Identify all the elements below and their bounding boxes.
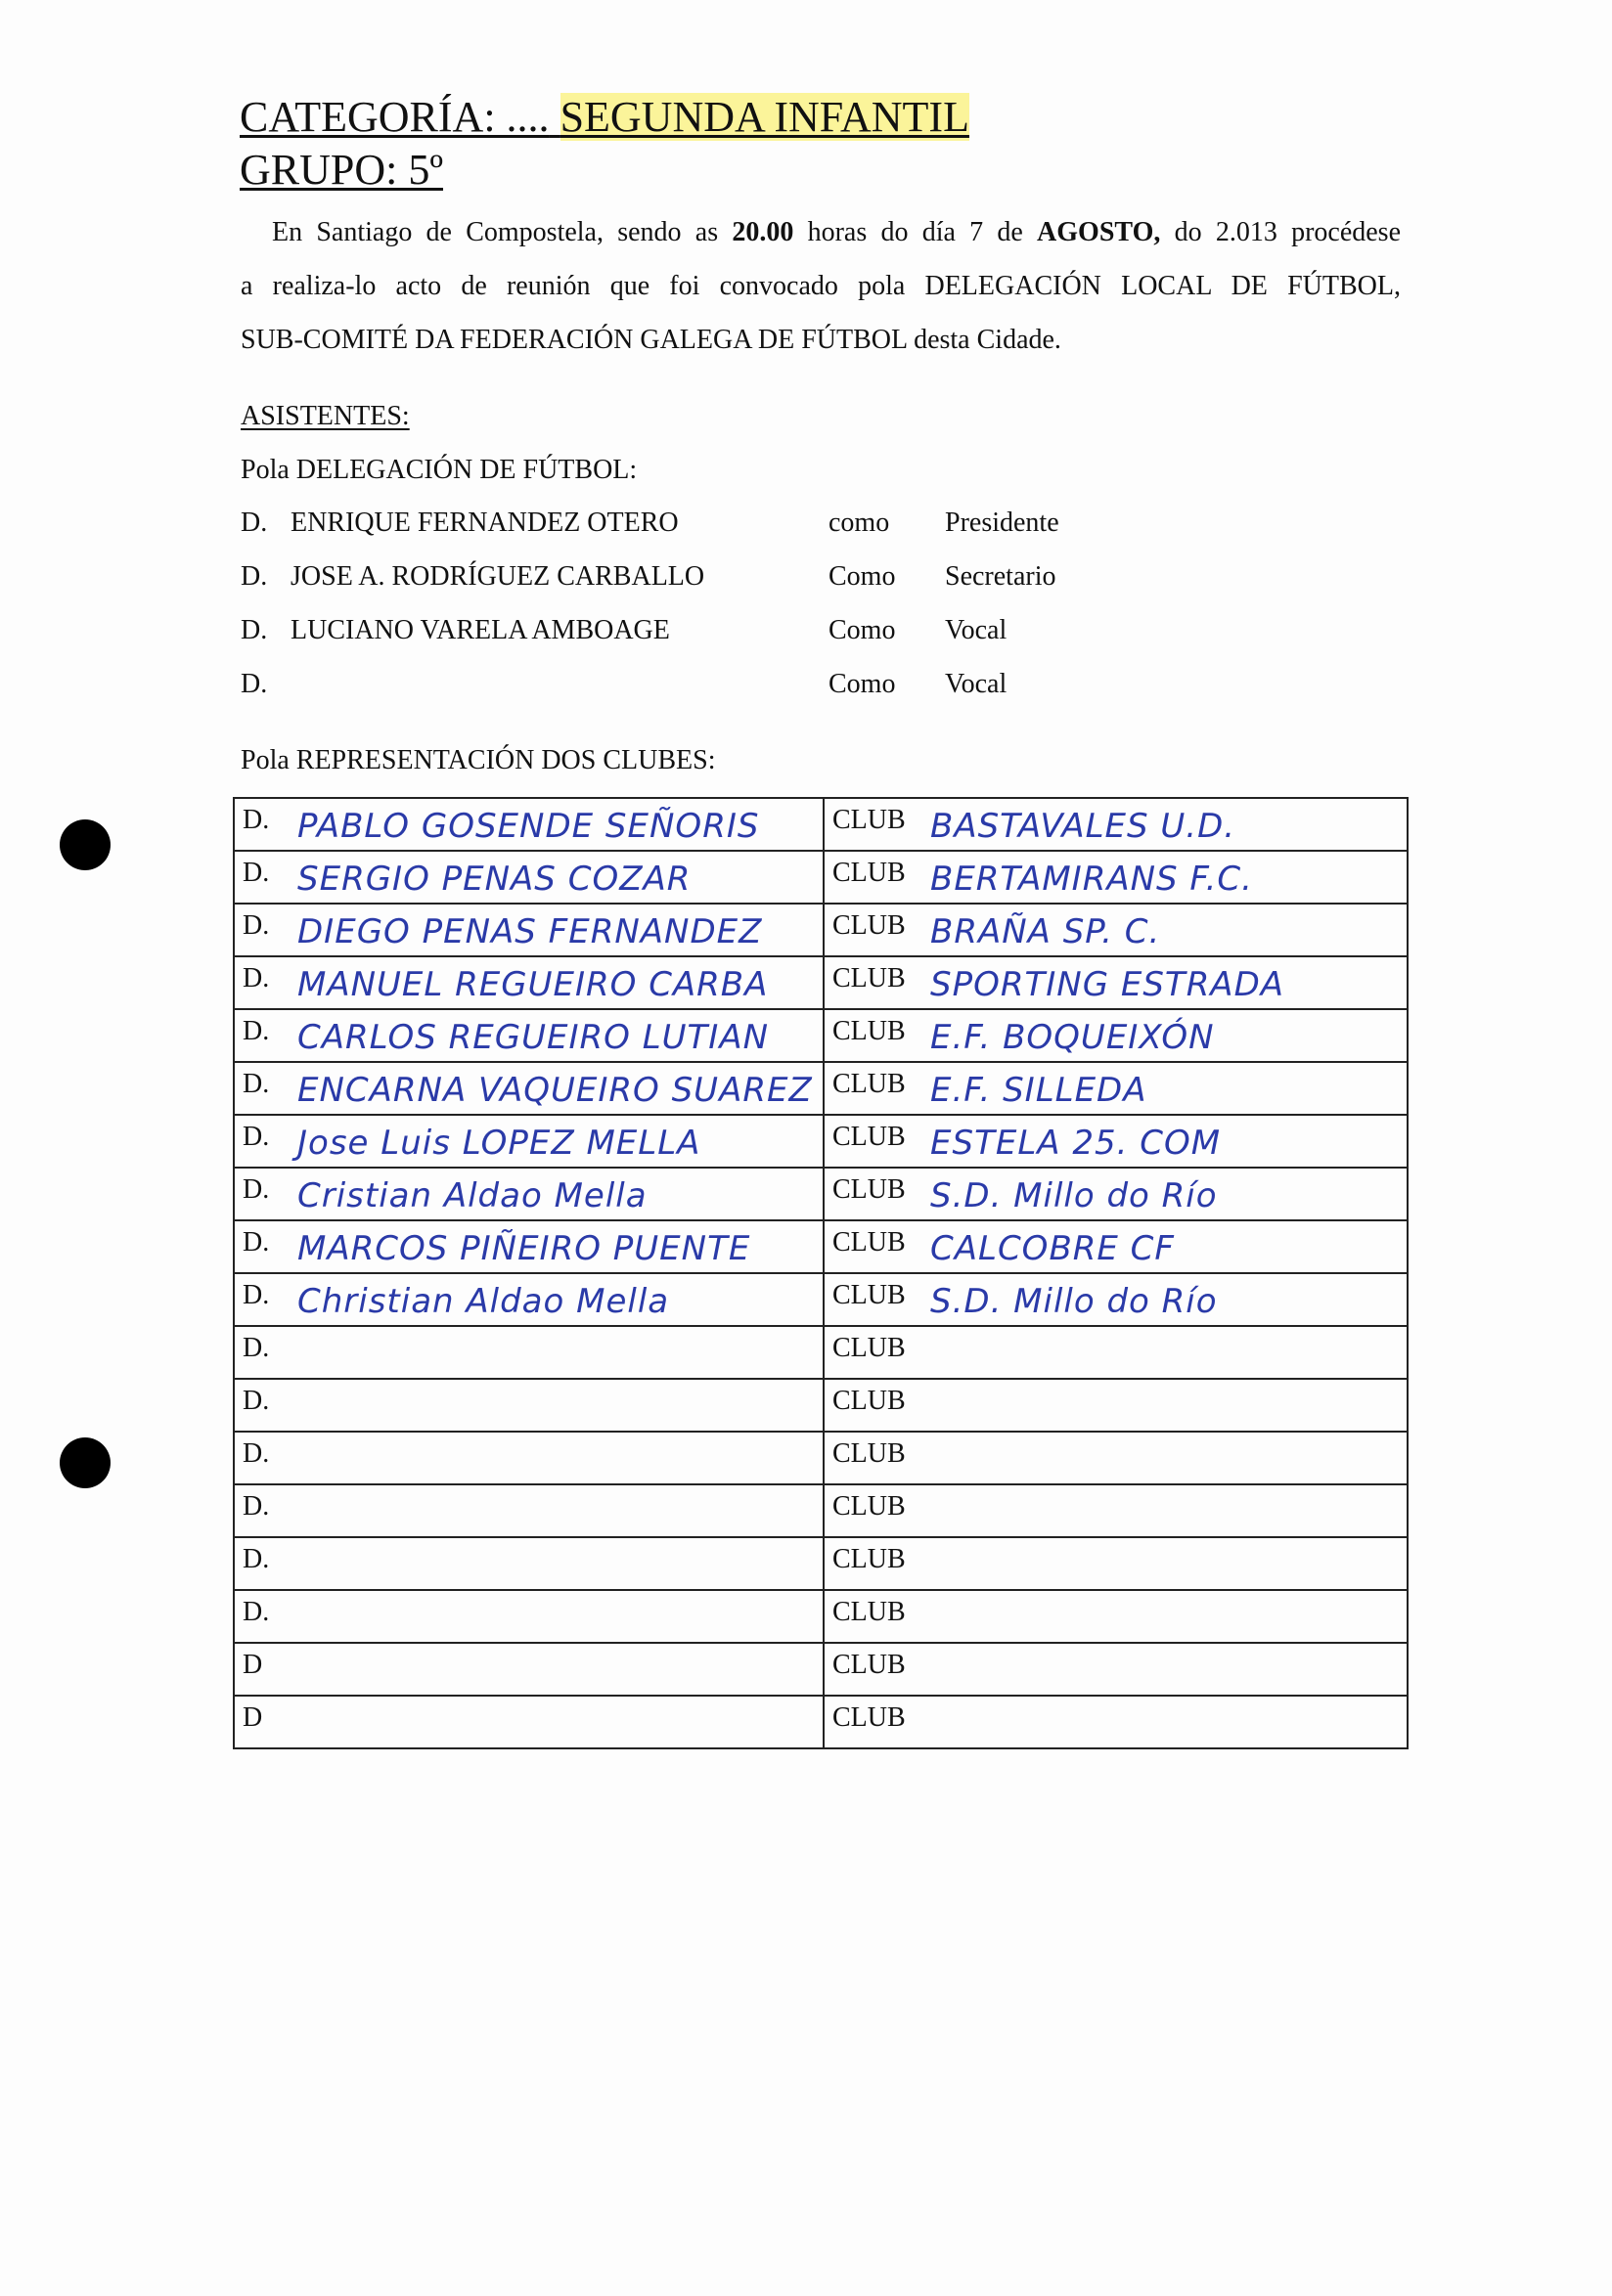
club-label: CLUB: [832, 1438, 906, 1469]
representative-cell[interactable]: [234, 1696, 824, 1748]
representative-cell[interactable]: [234, 904, 824, 956]
club-label: CLUB: [832, 1016, 906, 1046]
representative-cell[interactable]: [234, 798, 824, 851]
club-name: BRAÑA SP. C.: [930, 912, 1161, 951]
category-label: CATEGORÍA: ....: [240, 93, 550, 141]
rep-prefix: D.: [243, 963, 270, 993]
rep-name: ENCARNA VAQUEIRO SUAREZ: [297, 1071, 813, 1110]
rep-prefix: D.: [243, 1491, 270, 1522]
category-heading: [240, 92, 969, 142]
category-value: SEGUNDA INFANTIL: [560, 93, 969, 141]
representative-cell[interactable]: [234, 1220, 824, 1273]
club-cell[interactable]: [824, 1484, 1408, 1537]
table-row: [234, 956, 1408, 1009]
attendees-heading: ASISTENTES:: [241, 401, 410, 431]
member-role: Vocal: [945, 615, 1008, 645]
representative-cell[interactable]: [234, 1590, 824, 1643]
club-cell[interactable]: [824, 1115, 1408, 1168]
table-row: [234, 1168, 1408, 1220]
member-name: JOSE A. RODRÍGUEZ CARBALLO: [291, 561, 705, 592]
club-cell[interactable]: [824, 1220, 1408, 1273]
member-prefix: D.: [241, 508, 268, 538]
club-label: CLUB: [832, 1491, 906, 1522]
rep-name: Cristian Aldao Mella: [297, 1176, 648, 1215]
rep-prefix: D.: [243, 1333, 270, 1363]
table-row: [234, 904, 1408, 956]
clubs-table: [233, 797, 1409, 1749]
group-heading: GRUPO: 5º: [240, 146, 444, 194]
club-label: CLUB: [832, 1280, 906, 1310]
table-row: [234, 1590, 1408, 1643]
representative-cell[interactable]: [234, 1273, 824, 1326]
rep-name: PABLO GOSENDE SEÑORIS: [297, 807, 760, 846]
member-role: Presidente: [945, 508, 1059, 538]
representative-cell[interactable]: [234, 851, 824, 904]
club-label: CLUB: [832, 858, 906, 888]
representative-cell[interactable]: [234, 1432, 824, 1484]
rep-prefix: D.: [243, 1544, 270, 1574]
club-name: S.D. Millo do Río: [930, 1176, 1218, 1215]
rep-prefix: D.: [243, 1122, 270, 1152]
rep-prefix: D.: [243, 1227, 270, 1258]
club-label: CLUB: [832, 910, 906, 941]
table-row: [234, 798, 1408, 851]
rep-prefix: D.: [243, 1016, 270, 1046]
table-row: [234, 1643, 1408, 1696]
rep-name: MARCOS PIÑEIRO PUENTE: [297, 1229, 751, 1268]
club-cell[interactable]: [824, 851, 1408, 904]
club-label: CLUB: [832, 1227, 906, 1258]
table-row: [234, 1696, 1408, 1748]
representative-cell[interactable]: [234, 1379, 824, 1432]
representative-cell[interactable]: [234, 1168, 824, 1220]
club-label: CLUB: [832, 1650, 906, 1680]
table-row: [234, 1220, 1408, 1273]
punch-hole: [60, 1437, 111, 1488]
club-label: CLUB: [832, 963, 906, 993]
rep-prefix: D.: [243, 1280, 270, 1310]
table-row: [234, 1273, 1408, 1326]
member-prefix: D.: [241, 561, 268, 592]
club-label: CLUB: [832, 1386, 906, 1416]
representative-cell[interactable]: [234, 1326, 824, 1379]
table-row: [234, 1115, 1408, 1168]
member-name: LUCIANO VARELA AMBOAGE: [291, 615, 670, 645]
table-row: [234, 1379, 1408, 1432]
representative-cell[interactable]: [234, 956, 824, 1009]
rep-name: SERGIO PENAS COZAR: [297, 860, 692, 899]
delegation-label: Pola DELEGACIÓN DE FÚTBOL:: [241, 455, 638, 485]
rep-name: MANUEL REGUEIRO CARBA: [297, 965, 769, 1004]
rep-prefix: D: [243, 1650, 263, 1680]
representative-cell[interactable]: [234, 1537, 824, 1590]
member-as: Como: [828, 615, 896, 645]
representative-cell[interactable]: [234, 1009, 824, 1062]
rep-prefix: D.: [243, 1069, 270, 1099]
member-role: Secretario: [945, 561, 1056, 592]
rep-prefix: D.: [243, 805, 270, 835]
rep-name: Jose Luis LOPEZ MELLA: [297, 1124, 701, 1163]
rep-name: DIEGO PENAS FERNANDEZ: [297, 912, 763, 951]
member-role: Vocal: [945, 669, 1008, 699]
rep-prefix: D.: [243, 1438, 270, 1469]
rep-prefix: D.: [243, 1386, 270, 1416]
representative-cell[interactable]: [234, 1062, 824, 1115]
club-cell[interactable]: [824, 1432, 1408, 1484]
rep-name: CARLOS REGUEIRO LUTIAN: [297, 1018, 770, 1057]
club-name: BERTAMIRANS F.C.: [930, 860, 1253, 899]
club-cell[interactable]: [824, 1326, 1408, 1379]
club-label: CLUB: [832, 805, 906, 835]
club-name: ESTELA 25. COM: [930, 1124, 1222, 1163]
rep-name: Christian Aldao Mella: [297, 1282, 670, 1321]
club-cell[interactable]: [824, 1168, 1408, 1220]
club-name: E.F. SILLEDA: [930, 1071, 1147, 1110]
clubs-label: Pola REPRESENTACIÓN DOS CLUBES:: [241, 745, 716, 775]
club-cell[interactable]: [824, 1273, 1408, 1326]
table-row: [234, 1537, 1408, 1590]
table-row: [234, 1062, 1408, 1115]
rep-prefix: D.: [243, 910, 270, 941]
club-cell[interactable]: [824, 956, 1408, 1009]
club-name: E.F. BOQUEIXÓN: [930, 1018, 1215, 1057]
punch-hole: [60, 819, 111, 870]
member-as: como: [828, 508, 890, 538]
table-row: [234, 1432, 1408, 1484]
club-cell[interactable]: [824, 904, 1408, 956]
club-cell[interactable]: [824, 1590, 1408, 1643]
member-prefix: D.: [241, 615, 268, 645]
club-label: CLUB: [832, 1174, 906, 1205]
club-cell[interactable]: [824, 1379, 1408, 1432]
club-cell[interactable]: [824, 798, 1408, 851]
club-label: CLUB: [832, 1702, 906, 1733]
rep-prefix: D.: [243, 858, 270, 888]
club-cell[interactable]: [824, 1062, 1408, 1115]
member-as: Como: [828, 561, 896, 592]
club-label: CLUB: [832, 1544, 906, 1574]
table-row: [234, 1484, 1408, 1537]
club-cell[interactable]: [824, 1643, 1408, 1696]
representative-cell[interactable]: [234, 1643, 824, 1696]
club-label: CLUB: [832, 1333, 906, 1363]
club-name: S.D. Millo do Río: [930, 1282, 1218, 1321]
rep-prefix: D: [243, 1702, 263, 1733]
representative-cell[interactable]: [234, 1115, 824, 1168]
table-row: [234, 1009, 1408, 1062]
club-name: BASTAVALES U.D.: [930, 807, 1236, 846]
rep-prefix: D.: [243, 1174, 270, 1205]
club-label: CLUB: [832, 1122, 906, 1152]
club-cell[interactable]: [824, 1537, 1408, 1590]
member-as: Como: [828, 669, 896, 699]
club-name: SPORTING ESTRADA: [930, 965, 1285, 1004]
member-name: ENRIQUE FERNANDEZ OTERO: [291, 508, 679, 538]
club-label: CLUB: [832, 1069, 906, 1099]
intro-paragraph: En Santiago de Compostela, sendo as 20.00 horas do día 7 de AGOSTO, do 2.013 procédese a realiza-lo acto de reunión que foi convocado pola DELEGACIÓN LOCAL DE FÚTBOL, SUB-COMITÉ DA FEDERACIÓN GALEGA DE FÚTBOL desta Cidade.: [241, 217, 1401, 355]
club-cell[interactable]: [824, 1696, 1408, 1748]
table-row: [234, 851, 1408, 904]
club-name: CALCOBRE CF: [930, 1229, 1175, 1268]
representative-cell[interactable]: [234, 1484, 824, 1537]
member-prefix: D.: [241, 669, 268, 699]
club-label: CLUB: [832, 1597, 906, 1627]
rep-prefix: D.: [243, 1597, 270, 1627]
table-row: [234, 1326, 1408, 1379]
club-cell[interactable]: [824, 1009, 1408, 1062]
